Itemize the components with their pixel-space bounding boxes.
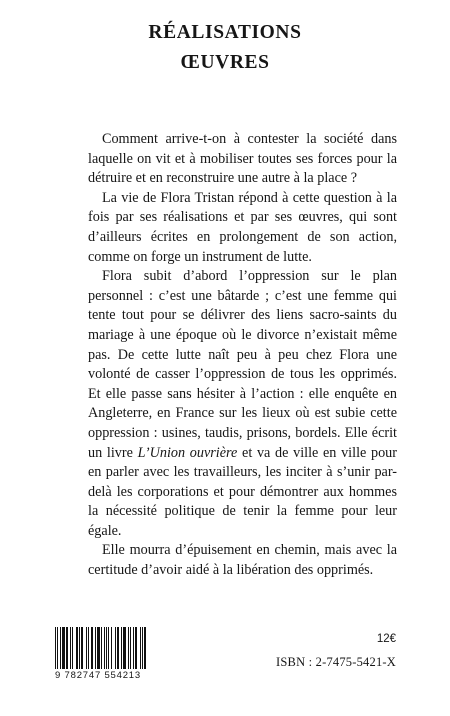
barcode-bar bbox=[97, 627, 100, 669]
barcode-bar bbox=[70, 627, 71, 669]
barcode-bar bbox=[91, 627, 93, 669]
barcode-bar bbox=[86, 627, 87, 669]
paragraph-1 bbox=[88, 130, 397, 189]
barcode-bar bbox=[117, 627, 119, 669]
barcode-bar bbox=[108, 627, 109, 669]
barcode-bar bbox=[133, 627, 134, 669]
barcode-bar bbox=[62, 627, 65, 669]
barcode-bar bbox=[95, 627, 96, 669]
barcode-bar bbox=[55, 627, 56, 669]
back-cover-text bbox=[88, 130, 397, 581]
paragraph-3-text-end: et va de ville en ville pour en parler avec les travailleurs, les inciter à s’unir par-delà les corporations et pour démontrer aux hommes la nécessité politique de tenir la femme pour leur égale. bbox=[88, 444, 397, 539]
barcode-bar bbox=[76, 627, 78, 669]
barcode-bar bbox=[121, 627, 122, 669]
barcode-bar bbox=[123, 627, 126, 669]
barcode-bar bbox=[72, 627, 73, 669]
paragraph-4 bbox=[88, 541, 397, 580]
barcode-bar bbox=[144, 627, 146, 669]
barcode-bar bbox=[106, 627, 107, 669]
barcode-bar bbox=[115, 627, 116, 669]
barcode-bar bbox=[81, 627, 83, 669]
barcode-bar bbox=[128, 627, 129, 669]
barcode-bar bbox=[57, 627, 58, 669]
paragraph-1-text: Comment arrive-t-on à contester la société dans laquelle on vit et à mobiliser toutes ses forces pour la détruire et en reconstruire une autre à la place ? bbox=[88, 131, 397, 187]
barcode-bar bbox=[130, 627, 131, 669]
barcode-block bbox=[54, 627, 178, 681]
barcode-bar bbox=[140, 627, 141, 669]
title-block bbox=[0, 18, 450, 78]
paragraph-4-text: Elle mourra d’épuisement en chemin, mais avec la certitude d’avoir aidé à la libération des opprimés. bbox=[88, 542, 397, 579]
price-label: 12€ bbox=[376, 633, 396, 645]
title-line-2: ŒUVRES bbox=[180, 52, 270, 73]
paragraph-3-text-start: Flora subit d’abord l’oppression sur le plan personnel : c’est une bâtarde ; c’est une femme qui tente tout pour se délivrer des liens sacro-saints du mariage à une époque où le divorce n’existait même pas. De cette lutte naît peu à peu chez Flora une volonté de casser l’oppression de tous les opprimés. Et elle passe sans hésiter à l’action : elle enquête en Angleterre, en France sur les lieux où est subie cette oppression : usines, taudis, prisons, bordels. Elle écrit un livre bbox=[88, 268, 397, 461]
book-title-italic: L’Union ouvrière bbox=[137, 444, 238, 461]
paragraph-2-text: La vie de Flora Tristan répond à cette question à la fois par ses réalisations et par ses œuvres, qui sont d’ailleurs écrites en prolongement de son action, comme on forge un instrument de lutte. bbox=[88, 189, 397, 265]
barcode-bar bbox=[60, 627, 61, 669]
paragraph-2 bbox=[88, 189, 397, 267]
barcode-bar bbox=[142, 627, 143, 669]
barcode-bar bbox=[66, 627, 68, 669]
barcode-bar bbox=[101, 627, 102, 669]
barcode bbox=[54, 627, 178, 669]
barcode-bar bbox=[104, 627, 105, 669]
barcode-digits: 9 782747 554213 bbox=[55, 670, 141, 681]
paragraph-3 bbox=[88, 267, 397, 541]
barcode-bar bbox=[88, 627, 89, 669]
isbn-label: ISBN : 2-7475-5421-X bbox=[276, 655, 396, 669]
barcode-bar bbox=[111, 627, 112, 669]
title-line-1: RÉALISATIONS bbox=[148, 22, 302, 43]
barcode-bar bbox=[79, 627, 80, 669]
barcode-bar bbox=[135, 627, 137, 669]
